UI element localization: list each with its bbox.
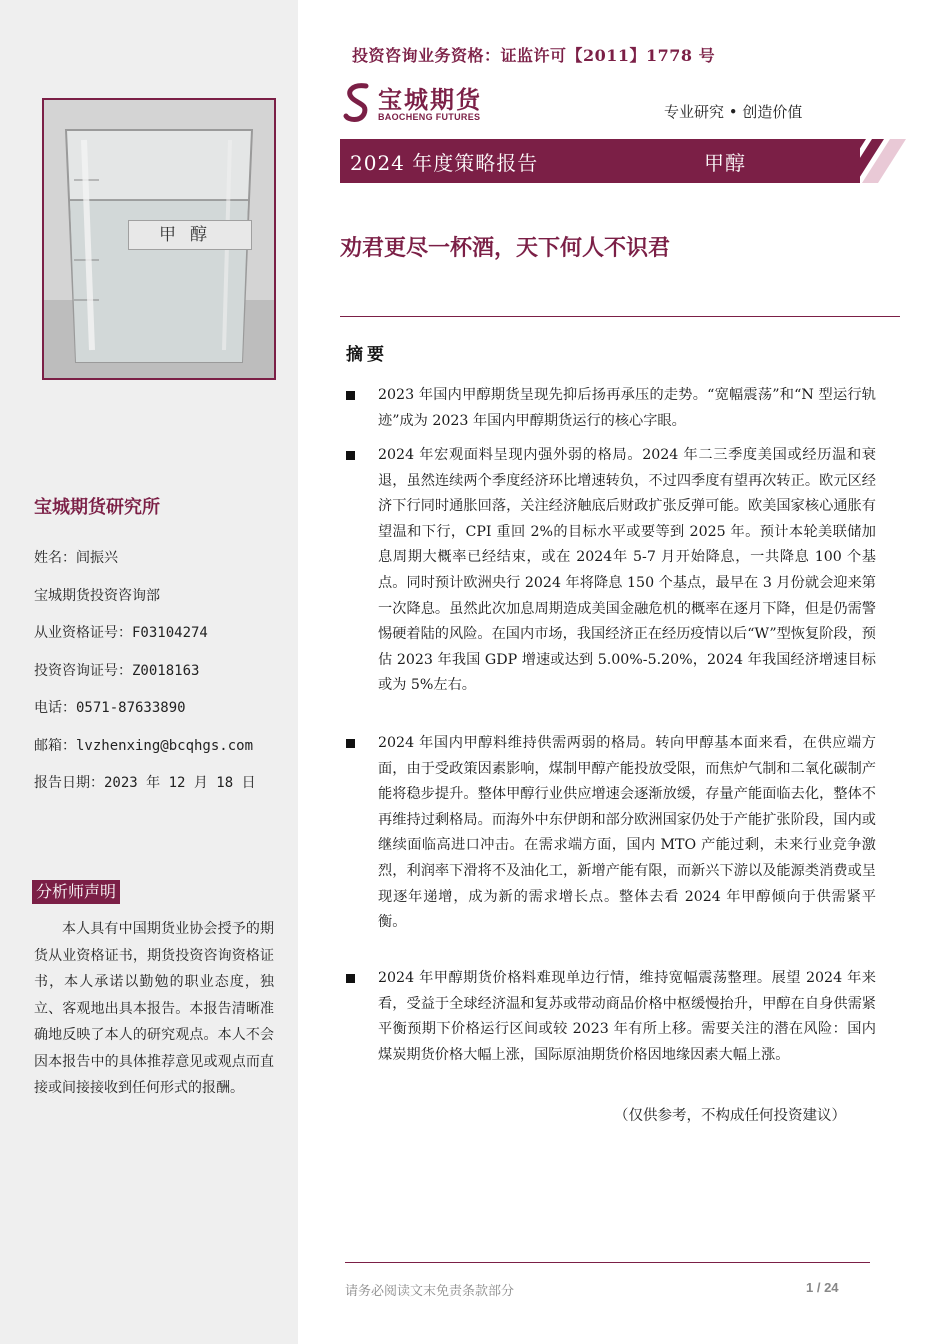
summary-bullet [346,383,876,434]
product-name: 甲醇 [704,151,746,175]
banner-stripes-icon [826,139,906,183]
summary-bullet-text: 2023 年国内甲醇期货呈现先抑后扬再承压的走势。“宽幅震荡”和“N 型运行轨迹”成为 2023 年国内甲醇期货运行的核心字眼。 [378,387,876,429]
bullet-square-icon [346,974,355,983]
bullet-square-icon [346,451,355,460]
institute-name: 宝城期货研究所 [34,497,160,518]
headline: 劝君更尽一杯酒，天下何人不识君 [340,236,671,261]
bullet-square-icon [346,739,355,748]
page-number: 1 / 24 [806,1280,839,1295]
analyst-name: 姓名：闾振兴 [34,550,118,566]
report-title: 2024 年度策略报告 [350,151,539,175]
company-logo [342,80,512,128]
beaker-label: 甲醇 [128,220,252,250]
report-date: 报告日期：2023 年 12 月 18 日 [34,775,256,791]
department: 宝城期货投资咨询部 [34,588,160,604]
analyst-declaration-title: 分析师声明 [32,880,120,904]
bullet-square-icon [346,391,355,400]
summary-title: 摘要 [346,345,388,365]
logo-en: BAOCHENG FUTURES [378,112,481,122]
summary-bullet-text: 2024 年宏观面料呈现内强外弱的格局。2024 年二三季度美国或经历温和衰退，虽然连续两个季度经济环比增速转负，不过四季度有望再次转正。欧元区经济下行同时通胀回落，关注经济触底后财政扩张反弹可能。欧美国家核心通胀有望温和下行，CPI 重回 2%的目标水平或要等到 2025 年。预计本轮美联储加息周期大概率已经结束，或在 2024年 5-7 月开始降息，一共降息 100 个基点。同时预计欧洲央行 2024 年将降息 150 个基点，最早在 3 月份就会迎来第一次降息。虽然此次加息周期造成美国金融危机的概率在逐月下降，但是仍需警惕硬着陆的风险。在国内市场，我国经济正在经历疫情以后“W”型恢复阶段，预估 2023 年我国 GDP 增速或达到 5.00%-5.20%，2024 年我国经济增速目标或为 5%左右。 [378,447,876,694]
logo-cn: 宝城期货 [378,86,482,114]
analyst-declaration-text: 本人具有中国期货业协会授予的期货从业资格证书，期货投资咨询资格证书，本人承诺以勤勉的职业态度，独立、客观地出具本报告。本报告清晰准确地反映了本人的研究观点。本人不会因本报告中的具体推荐意见或观点而直接或间接接收到任何形式的报酬。 [34,921,274,1096]
logo-mark-icon [342,82,372,122]
investment-disclaimer-note: （仅供参考，不构成任何投资建议） [614,1108,846,1124]
summary-bullet [346,443,876,699]
methanol-beaker-photo [42,98,276,380]
summary-bullet [346,966,876,1068]
summary-bullet [346,731,876,936]
slogan: 专业研究 • 创造价值 [664,103,803,121]
qualification-line: 投资咨询业务资格：证监许可【2011】1778 号 [352,46,716,65]
license-number: 从业资格证号：F03104274 [34,625,208,641]
summary-bullet-text: 2024 年国内甲醇料维持供需两弱的格局。转向甲醇基本面来看，在供应端方面，由于受政策因素影响，煤制甲醇产能投放受限，而焦炉气制和二氧化碳制产能将稳步提升。整体甲醇行业供应增速会逐渐放缓，存量产能面临去化，整体不再维持过剩格局。而海外中东伊朗和部分欧洲国家仍处于产能扩张阶段，国内或继续面临高进口冲击。在需求端方面，国内 MTO 产能过剩，未来行业竞争激烈，利润率下滑将不及油化工，新增产能有限，而新兴下游以及能源类消费或呈现逐年递增，成为新的需求增长点。整体去看 2024 年甲醇倾向于供需紧平衡。 [378,735,876,931]
divider [340,316,900,317]
summary-bullet-text: 2024 年甲醇期货价格料难现单边行情，维持宽幅震荡整理。展望 2024 年来看，受益于全球经济温和复苏或带动商品价格中枢缓慢抬升，甲醇在自身供需紧平衡预期下价格运行区间或较 2023 年有所上移。需要关注的潜在风险：国内煤炭期货价格大幅上涨，国际原油期货价格因地缘因素大幅上涨。 [378,970,876,1063]
footer-divider [345,1262,870,1263]
footer-disclaimer-link: 请务必阅读文末免责条款部分 [345,1284,515,1299]
consulting-license-number: 投资咨询证号：Z0018163 [34,663,200,679]
email[interactable]: 邮箱：lvzhenxing@bcqhgs.com [34,738,254,754]
phone: 电话：0571-87633890 [34,700,186,716]
